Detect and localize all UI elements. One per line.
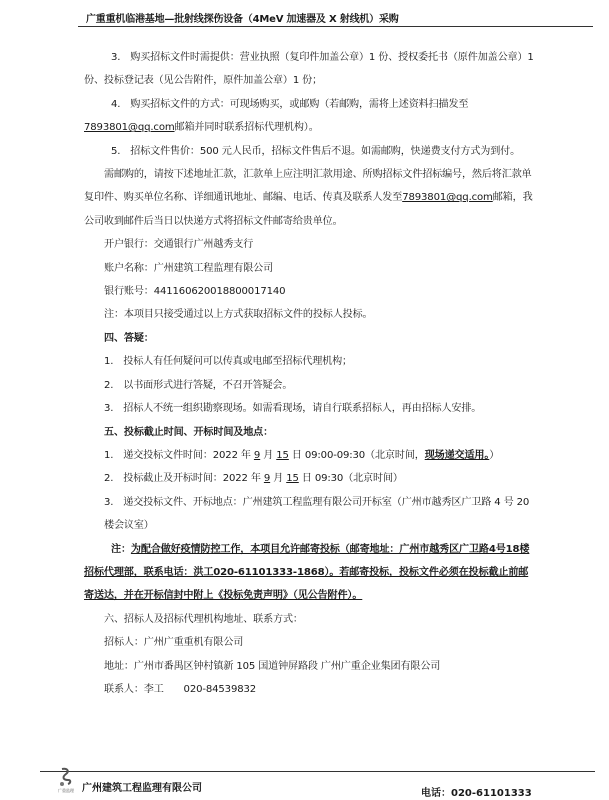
- tenderer-address: 地址：广州市番禺区钟村镇新 105 国道钟屏路段 广州广重企业集团有限公司: [104, 660, 441, 672]
- section-6-title: 六、招标人及招标代理机构地址、联系方式：: [104, 613, 303, 625]
- epidemic-notice: [84, 538, 536, 608]
- bank-name: 开户银行：交通银行广州越秀支行: [104, 239, 254, 251]
- document-header-title: 广重重机临港基地—批射线探伤设备（4MeV 加速器及 X 射线机）采购: [86, 14, 399, 25]
- submission-time-close: ）: [489, 449, 500, 461]
- section-4-title: 四、答疑：: [104, 332, 154, 344]
- deadline-time: 日 09:30（北京时间）: [298, 473, 403, 485]
- tenderer-contact: 联系人：李工 020-84539832: [104, 683, 257, 695]
- mail-order-text-end: 邮箱，我公司收到邮件后当日以快递方式将招标文件邮寄给贵单位。: [84, 192, 533, 227]
- account-name: 账户名称：广州建筑工程监理有限公司: [104, 262, 274, 274]
- tenderer-name: 招标人：广州广重重机有限公司: [104, 637, 244, 649]
- footer-company-name: 广州建筑工程监理有限公司: [82, 783, 202, 794]
- mail-order-paragraph: [84, 163, 536, 233]
- section-5-item-3: 3. 递交投标文件、开标地点：广州建筑工程监理有限公司开标室（广州市越秀区广卫路 4 号 20 楼会议室）: [104, 496, 530, 532]
- header-divider: [78, 26, 593, 27]
- submission-time-text: 1. 递交投标文件时间：2022 年: [104, 449, 254, 461]
- purchase-method-text: 4. 购买招标文件的方式：可现场购买，或邮购（若邮购，需将上述资料扫描发至: [111, 98, 469, 110]
- purchase-note: 注：本项目只接受通过以上方式获取招标文件的投标人投标。: [104, 309, 373, 321]
- mail-order-email-link[interactable]: 7893801@qq.com: [402, 192, 493, 204]
- purchase-method-paragraph: [84, 93, 536, 140]
- epidemic-notice-label: 注：: [111, 543, 131, 555]
- deadline-month: 9: [263, 473, 271, 485]
- document-price-paragraph: 5. 招标文件售价：500 元人民币，招标文件售后不退。如需邮购，快递费支付方式为到付。: [111, 145, 521, 157]
- section-4-item-1: 1. 投标人有任何疑问可以传真或电邮至招标代理机构；: [104, 356, 352, 368]
- section-5-item-2: [84, 467, 536, 490]
- deadline-text: 2. 投标截止及开标时间：2022 年: [104, 473, 264, 485]
- submission-time-range: 日 09:00-09:30（北京时间，: [288, 449, 425, 461]
- submission-month-unit: 月: [260, 449, 277, 461]
- footer-divider: [40, 771, 595, 772]
- section-5-item-1: [84, 444, 536, 467]
- section-4-item-3: 3. 招标人不统一组织勘察现场。如需看现场，请自行联系招标人，再由招标人安排。: [104, 403, 482, 415]
- epidemic-notice-text: 为配合做好疫情防控工作，本项目允许邮寄投标（邮寄地址：广州市越秀区广卫路4号18楼招标代理部，联系电话：洪工020-61101333-1868）。若邮寄投标，投标文件必须在投标截止前邮寄送达，并在开标信封中附上《投标免责声明》（见公告附件）。: [84, 543, 530, 602]
- deadline-day: 15: [286, 473, 299, 485]
- account-number: 银行账号：441160620018800017140: [104, 286, 286, 298]
- mail-order-text: 需邮购的，请按下述地址汇款，汇款单上应注明汇款用途、所购招标文件招标编号，然后将汇款单复印件、购买单位名称、详细通讯地址、邮编、电话、传真及联系人发至: [84, 169, 532, 204]
- purchase-requirements-paragraph: 3. 购买招标文件时需提供：营业执照（复印件加盖公章）1 份、授权委托书（原件加盖公章）1 份、投标登记表（见公告附件，原件加盖公章）1 份；: [84, 52, 534, 87]
- company-logo-icon: [55, 767, 77, 793]
- submission-day: 15: [276, 449, 289, 461]
- deadline-month-unit: 月: [270, 473, 287, 485]
- submission-month: 9: [253, 449, 261, 461]
- section-5-title: 五、投标截止时间、开标时间及地点：: [104, 426, 274, 438]
- document-body: [84, 46, 536, 701]
- footer-phone: 电话：020-61101333: [421, 788, 532, 799]
- section-4-item-2: 2. 以书面形式进行答疑，不召开答疑会。: [104, 379, 293, 391]
- purchase-method-text-end: 邮箱并同时联系招标代理机构）。: [174, 122, 319, 134]
- logo-caption: 广重监理: [58, 788, 74, 793]
- email-link[interactable]: 7893801@qq.com: [84, 122, 175, 134]
- onsite-submission-note: 现场递交适用。: [424, 449, 490, 461]
